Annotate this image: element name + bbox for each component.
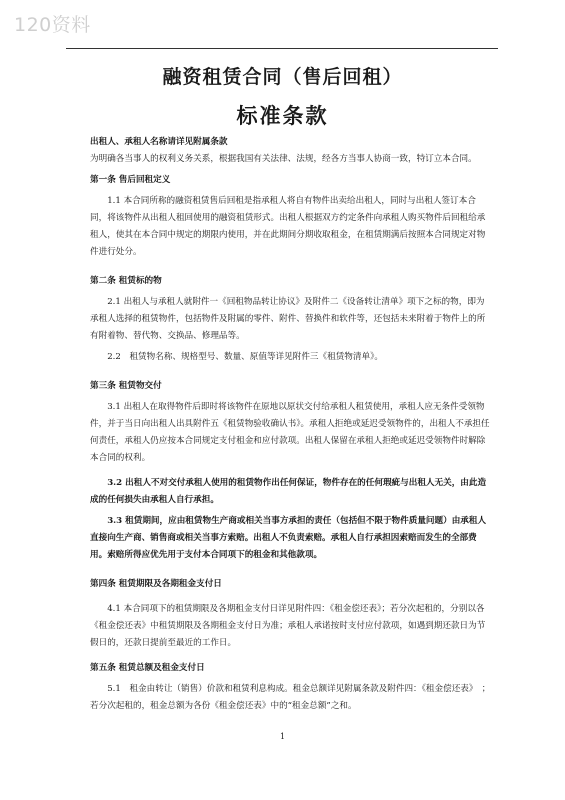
- article-4-heading: 第四条 租赁期限及各期租金支付日: [90, 579, 222, 589]
- page-number: 1: [279, 732, 286, 741]
- article-1-heading: 第一条 售后回租定义: [90, 175, 171, 185]
- spacer: [90, 261, 492, 273]
- party-note: 出租人、承租人名称请详见附属条款: [90, 137, 228, 147]
- clause-5-1: 5.1 租金由转让（销售）价款和租赁利息构成。租金总额详见附属条款及附件四：《租金偿还表》 ；若分次起租的，租金总额为各份《租金偿还表》中的“租金总额”之和。: [90, 684, 491, 711]
- article-2-heading: 第二条 租赁标的物: [90, 276, 162, 286]
- clause-3-3: 3.3 租赁期间，应由租赁物生产商或相关当事方承担的责任（包括但不限于物件质量问题）由承租人直接向生产商、销售商或相关当事方索赔。出租人不负责索赔。承租人自行承担因索赔而发生的全部费用。索赔所得应优先用于支付本合同项下的租金和其他款项。: [90, 516, 487, 560]
- document-subtitle: 标准条款: [236, 103, 329, 128]
- watermark-logo: 120资料: [14, 14, 91, 36]
- clause-3-2: 3.2 出租人不对交付承租人使用的租赁物作出任何保证，物件存在的任何瑕疵与出租人无关，由此造成的任何损失由承租人自行承担。: [90, 478, 487, 505]
- clause-1-1: 1.1 本合同所称的融资租赁售后回租是指承租人将自有物件出卖给出租人，同时与出租人签订本合同，将该物件从出租人租回使用的融资租赁形式。出租人根据双方约定条件向承租人购买物件后回租给承租人，使其在本合同中规定的期限内使用，并在此期间分期收取租金，在租赁期满后按照本合同规定对物件进行处分。: [90, 196, 486, 257]
- clause-2-2: 2.2 租赁物名称、规格型号、数量、原值等详见附件三《租赁物清单》。: [107, 352, 383, 362]
- clause-4-1: 4.1 本合同项下的租赁期限及各期租金支付日详见附件四：《租金偿还表》；若分次起租的，分别以各《租金偿还表》中租赁期限及各期租金支付日为准；承租人承诺按时支付应付款项，如遇到期还款日为节假日的，还款日提前至最近的工作日。: [90, 604, 486, 648]
- spacer: [90, 593, 492, 601]
- spacer: [90, 366, 492, 378]
- document-title: 融资租赁合同（售后回租）: [162, 66, 403, 88]
- spacer: [90, 467, 492, 475]
- spacer: [90, 652, 492, 660]
- preamble: 为明确各当事人的权利义务关系，根据我国有关法律、法规，经各方当事人协商一致，特订立本合同。: [90, 154, 477, 164]
- spacer: [90, 564, 492, 576]
- clause-2-1: 2.1 出租人与承租人就附件一《回租物品转让协议》及附件二《设备转让清单》项下之标的物，即为承租人选择的租赁物件，包括物件及附属的零件、附件、替换件和软件等，还包括未来附着于物件上的所有附着物、替代物、交换品、修理品等。: [90, 297, 486, 341]
- clause-3-1: 3.1 出租人在取得物件后即时将该物件在原地以原状交付给承租人租赁使用，承租人应无条件受领物件，并于当日向出租人出具附件五《租赁物验收确认书》。承租人拒绝或延迟受领物件的，出租人不承担任何责任，承租人仍应按本合同规定支付租金和应付款项。出租人保留在承租人拒绝或延迟受领物件时解除本合同的权利。: [90, 402, 490, 463]
- document-body: [90, 134, 492, 715]
- header-rule: [66, 48, 498, 49]
- article-5-heading: 第五条 租赁总额及租金支付日: [90, 663, 205, 673]
- article-3-heading: 第三条 租赁物交付: [90, 381, 162, 391]
